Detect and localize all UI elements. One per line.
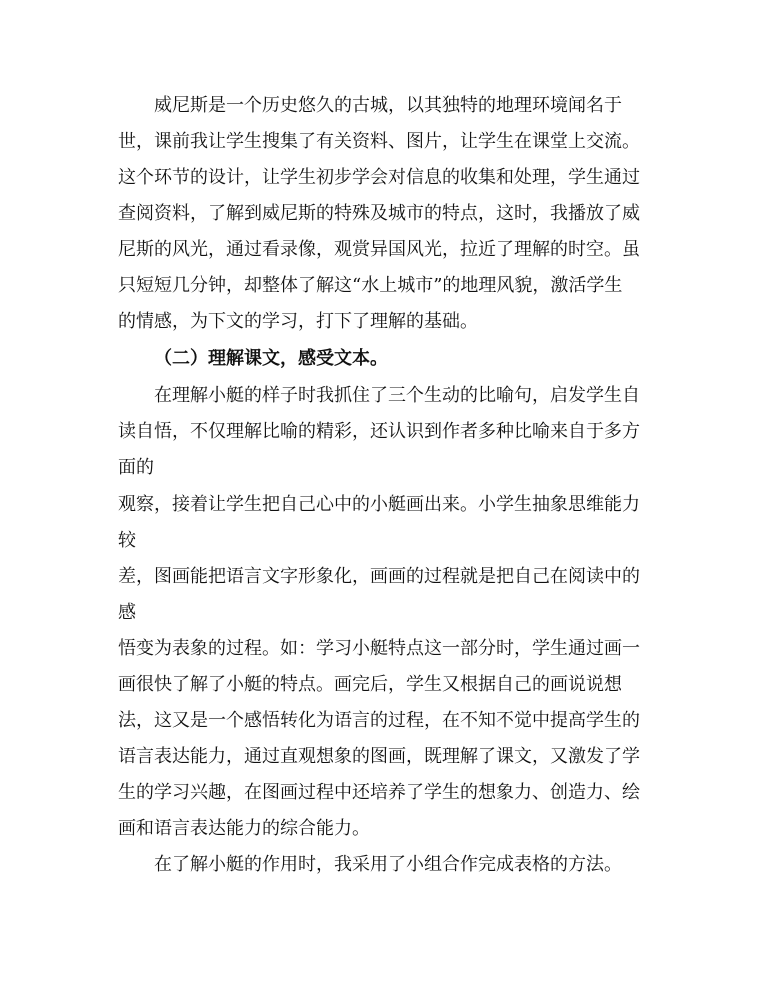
section-heading: （二）理解课文，感受文本。 <box>154 348 388 369</box>
text-line: 这个环节的设计，让学生初步学会对信息的收集和处理，学生通过 <box>118 167 640 188</box>
text-line: 生的学习兴趣，在图画过程中还培养了学生的想象力、创造力、绘 <box>118 782 640 803</box>
text-line: 只短短几分钟，却整体了解这“水上城市”的地理风貌，激活学生 <box>118 275 623 296</box>
text-line: 尼斯的风光，通过看录像，观赏异国风光，拉近了理解的时空。虽 <box>118 239 640 260</box>
text-line: 面的 <box>118 457 154 478</box>
text-line: 感 <box>118 602 136 623</box>
text-line: 画和语言表达能力的综合能力。 <box>118 818 370 839</box>
text-line: 在理解小艇的样子时我抓住了三个生动的比喻句，启发学生自 <box>154 385 640 406</box>
text-line: 差，图画能把语言文字形象化，画画的过程就是把自己在阅读中的 <box>118 566 640 587</box>
text-line: 观察，接着让学生把自己心中的小艇画出来。小学生抽象思维能力 <box>118 494 640 515</box>
text-line: 较 <box>118 530 136 551</box>
text-line: 悟变为表象的过程。如：学习小艇特点这一部分时，学生通过画一 <box>118 638 640 659</box>
text-line: 威尼斯是一个历史悠久的古城，以其独特的地理环境闻名于 <box>154 95 622 116</box>
text-line: 在了解小艇的作用时，我采用了小组合作完成表格的方法。 <box>154 854 622 875</box>
text-line: 世，课前我让学生搜集了有关资料、图片，让学生在课堂上交流。 <box>118 131 640 152</box>
text-line: 查阅资料，了解到威尼斯的特殊及城市的特点，这时，我播放了威 <box>118 203 640 224</box>
text-line: 的情感，为下文的学习，打下了理解的基础。 <box>118 311 478 332</box>
text-line: 语言表达能力，通过直观想象的图画，既理解了课文，又激发了学 <box>118 746 640 767</box>
text-line: 画很快了解了小艇的特点。画完后，学生又根据自己的画说说想 <box>118 674 622 695</box>
text-line: 法，这又是一个感悟转化为语言的过程，在不知不觉中提高学生的 <box>118 710 640 731</box>
text-line: 读自悟，不仅理解比喻的精彩，还认识到作者多种比喻来自于多方 <box>118 421 640 442</box>
